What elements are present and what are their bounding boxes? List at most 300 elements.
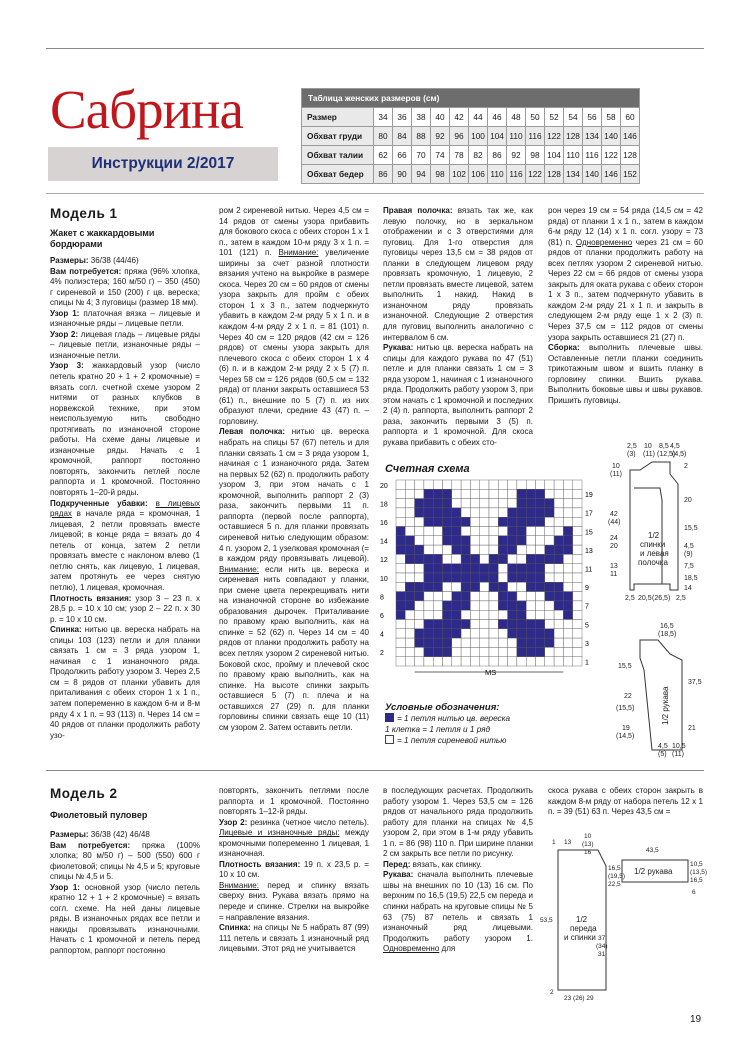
size-cell: 34 bbox=[374, 108, 393, 127]
chart-cell bbox=[415, 545, 424, 554]
chart-cell bbox=[443, 657, 452, 666]
size-cell: 104 bbox=[545, 146, 564, 165]
chart-cell bbox=[498, 657, 507, 666]
top-rule bbox=[46, 48, 704, 49]
chart-cell bbox=[563, 554, 572, 563]
size-cell: 116 bbox=[507, 165, 526, 184]
chart-cell bbox=[433, 582, 442, 591]
model1-col2 bbox=[219, 206, 369, 733]
chart-cell bbox=[443, 508, 452, 517]
chart-cell bbox=[563, 610, 572, 619]
chart-cell bbox=[498, 517, 507, 526]
chart-row-label: 3 bbox=[585, 640, 589, 648]
chart-cell bbox=[443, 499, 452, 508]
dim-text: 16 bbox=[584, 849, 592, 856]
size-cell: 74 bbox=[431, 146, 450, 165]
size-cell: 94 bbox=[412, 165, 431, 184]
chart-cell bbox=[433, 573, 442, 582]
chart-cell bbox=[554, 582, 563, 591]
chart-cell bbox=[536, 638, 545, 647]
chart-cell bbox=[443, 489, 452, 498]
paragraph: Вам потребуется: пряжа (96% хлопка, 4% полиэстера; 160 м/50 г) – 350 (450) г сиреневой и 150 (200) г цв. вереска; спицы № 4; 3 пуговицы (размер 18 мм). bbox=[50, 266, 200, 308]
paragraph: Левая полочка: нитью цв. вереска набрать на спицы 57 (67) петель и для планки связать 1 см = 3 ряда узором 1, начиная с 1 изнаночного ряда. Затем на первых 52 (62) п. продолжить работу узором 3, при этом начать с 1 кромочной, выполнить раппорт 2 (3) раза, закончить первыми 11 п. раппорта (первой после раппорта), оставшиеся 5 п. для планки провязать сиреневой нитью следующим образом: 4 п. узором 2, 1 узелковая кромочная (= в каждом ряду провязывать лицевой). Внимание: если нить цв. вереска и сиреневая нить совпадают у планки, при смене цвета перекрещивать нити на изнаночной стороне во избежание образования дырочек. Приталивание по правому краю выполнить, как на спинке = 52 (62) п. Через 14 см = 40 рядов от планки продолжить работу на всех петлях узором 2 сиреневой нитью. Боковой скос, пройму и плечевой скос по правому краю выполнить, как на спинке. На высоте спинки закрыть оставшиеся 5 (7) п. плеча и на оставшихся 27 (29) п. для планки горловины спинки связать еще 10 (11) см узором 2. Затем оставить петли. bbox=[219, 427, 369, 732]
chart-cell bbox=[489, 564, 498, 573]
size-cell: 46 bbox=[488, 108, 507, 127]
size-cell: 88 bbox=[412, 127, 431, 146]
chart-cell bbox=[545, 480, 554, 489]
chart-cell bbox=[461, 508, 470, 517]
chart-cell bbox=[554, 564, 563, 573]
chart-cell bbox=[517, 647, 526, 656]
chart-cell bbox=[517, 657, 526, 666]
chart-cell bbox=[415, 620, 424, 629]
chart-cell bbox=[452, 554, 461, 563]
chart-cell bbox=[396, 545, 405, 554]
chart-cell bbox=[536, 527, 545, 536]
size-cell: 116 bbox=[526, 127, 545, 146]
chart-cell bbox=[415, 499, 424, 508]
size-cell: 48 bbox=[507, 108, 526, 127]
chart-cell bbox=[443, 480, 452, 489]
piece-label: 1/2 bbox=[648, 531, 660, 540]
chart-cell bbox=[480, 629, 489, 638]
chart-cell bbox=[526, 564, 535, 573]
chart-cell bbox=[433, 620, 442, 629]
dim-text: 22,5 bbox=[608, 881, 621, 888]
chart-cell bbox=[424, 527, 433, 536]
paragraph: Перед: вязать, как спинку. bbox=[383, 859, 482, 869]
chart-cell bbox=[461, 527, 470, 536]
chart-cell bbox=[508, 620, 517, 629]
chart-cell bbox=[443, 629, 452, 638]
chart-cell bbox=[498, 527, 507, 536]
chart-cell bbox=[415, 508, 424, 517]
chart-cell bbox=[452, 601, 461, 610]
chart-cell bbox=[526, 647, 535, 656]
legend-text: = 1 петля нитью цв. вереска bbox=[397, 714, 511, 723]
chart-cell bbox=[554, 573, 563, 582]
chart-cell bbox=[545, 620, 554, 629]
chart-cell bbox=[470, 545, 479, 554]
piece-label: и спинки bbox=[564, 933, 596, 942]
chart-cell bbox=[415, 657, 424, 666]
size-cell: 122 bbox=[526, 165, 545, 184]
chart-cell bbox=[517, 564, 526, 573]
chart-cell bbox=[489, 545, 498, 554]
chart-cell bbox=[526, 629, 535, 638]
chart-cell bbox=[405, 610, 414, 619]
chart-cell bbox=[480, 480, 489, 489]
chart-cell bbox=[526, 657, 535, 666]
chart-row-label: 19 bbox=[585, 492, 593, 500]
chart-cell bbox=[517, 489, 526, 498]
chart-cell bbox=[489, 554, 498, 563]
size-cell: 82 bbox=[469, 146, 488, 165]
chart-cell bbox=[433, 545, 442, 554]
size-cell: 86 bbox=[374, 165, 393, 184]
chart-cell bbox=[517, 610, 526, 619]
chart-cell bbox=[470, 638, 479, 647]
size-row-label: Размер bbox=[302, 108, 374, 127]
chart-cell bbox=[526, 527, 535, 536]
chart-cell bbox=[517, 480, 526, 489]
chart-cell bbox=[573, 545, 582, 554]
chart-cell bbox=[545, 517, 554, 526]
chart-cell bbox=[452, 620, 461, 629]
dim-text: 43,5 bbox=[646, 847, 659, 854]
chart-cell bbox=[554, 517, 563, 526]
chart-cell bbox=[536, 536, 545, 545]
chart-cell bbox=[461, 545, 470, 554]
chart-cell bbox=[517, 554, 526, 563]
chart-cell bbox=[480, 638, 489, 647]
chart-cell bbox=[563, 573, 572, 582]
chart-cell bbox=[508, 610, 517, 619]
back-outline bbox=[630, 462, 678, 590]
dim-text: 20 bbox=[610, 543, 618, 550]
chart-mark-label: MS bbox=[485, 668, 497, 677]
size-cell: 110 bbox=[564, 146, 583, 165]
chart-cell bbox=[517, 601, 526, 610]
dim-text: 2,5 bbox=[627, 443, 637, 450]
chart-cell bbox=[452, 610, 461, 619]
model2-col2 bbox=[219, 786, 369, 955]
dim-text: 16,5 bbox=[690, 877, 703, 884]
chart-cell bbox=[470, 629, 479, 638]
chart-cell bbox=[405, 582, 414, 591]
chart-cell bbox=[415, 638, 424, 647]
size-cell: 128 bbox=[545, 165, 564, 184]
paragraph: Рукава: нитью цв. вереска набрать на спицы для каждого рукава по 47 (51) петле и для планки связать 1 см = 3 ряда узором 1, начиная с 1 изнаночного ряда. Продолжить работу узором 3, при этом начать с 1 кромочной и последних 2 (4) п. раппорта, выполнить раппорт 2 раза, закончить первыми 3 (5) п. раппорта и 1 кромочной. Для скоса рукава прибавить с обеих сто- bbox=[383, 343, 534, 448]
schematic-pullover bbox=[538, 830, 708, 1002]
dim-text: 16,5 bbox=[660, 623, 674, 630]
section-rule bbox=[46, 770, 704, 771]
chart-cell bbox=[396, 582, 405, 591]
dim-text: 13 bbox=[610, 563, 618, 570]
chart-cell bbox=[517, 536, 526, 545]
chart-cell bbox=[433, 610, 442, 619]
chart-cell bbox=[452, 536, 461, 545]
chart-cell bbox=[554, 647, 563, 656]
chart-cell bbox=[536, 629, 545, 638]
dim-text: (15,5) bbox=[616, 705, 635, 712]
dim-text: 18,5 bbox=[684, 575, 698, 582]
chart-cell bbox=[396, 480, 405, 489]
model2-col3 bbox=[383, 786, 533, 955]
chart-cell bbox=[517, 527, 526, 536]
chart-cell bbox=[480, 489, 489, 498]
size-cell: 84 bbox=[393, 127, 412, 146]
chart-row-label: 8 bbox=[380, 594, 384, 602]
legend-text: = 1 петля сиреневой нитью bbox=[397, 736, 507, 745]
size-cell: 98 bbox=[526, 146, 545, 165]
dim-text: (19,5) bbox=[608, 873, 625, 880]
chart-row-label: 13 bbox=[585, 547, 593, 555]
chart-cell bbox=[396, 527, 405, 536]
chart-cell bbox=[498, 638, 507, 647]
chart-cell bbox=[415, 647, 424, 656]
chart-cell bbox=[536, 499, 545, 508]
paragraph: Плотность вязания: 19 п. x 23,5 р. = 10 x 10 см. bbox=[219, 859, 369, 880]
legend-title: Условные обозначения: bbox=[385, 702, 500, 713]
chart-cell bbox=[433, 554, 442, 563]
chart-cell bbox=[424, 536, 433, 545]
chart-cell bbox=[508, 601, 517, 610]
chart-cell bbox=[405, 638, 414, 647]
chart-cell bbox=[526, 536, 535, 545]
size-cell: 90 bbox=[393, 165, 412, 184]
size-cell: 110 bbox=[488, 165, 507, 184]
chart-cell bbox=[480, 517, 489, 526]
dim-text: (5) bbox=[658, 751, 667, 758]
dim-text: 6 bbox=[692, 889, 696, 896]
chart-cell bbox=[508, 480, 517, 489]
chart-cell bbox=[461, 657, 470, 666]
chart-cell bbox=[480, 610, 489, 619]
chart-row-label: 10 bbox=[380, 575, 388, 583]
chart-cell bbox=[526, 573, 535, 582]
chart-cell bbox=[573, 564, 582, 573]
chart-cell bbox=[498, 592, 507, 601]
size-cell: 104 bbox=[488, 127, 507, 146]
chart-cell bbox=[405, 536, 414, 545]
chart-cell bbox=[489, 480, 498, 489]
chart-cell bbox=[405, 647, 414, 656]
chart-cell bbox=[461, 489, 470, 498]
size-table bbox=[301, 88, 640, 184]
chart-cell bbox=[480, 527, 489, 536]
dim-text: (11) bbox=[643, 451, 655, 458]
chart-cell bbox=[573, 610, 582, 619]
chart-cell bbox=[424, 582, 433, 591]
size-row-label: Обхват талии bbox=[302, 146, 374, 165]
chart-cell bbox=[498, 508, 507, 517]
model1-title: Модель 1 bbox=[50, 206, 118, 221]
dim-text: 8,5 bbox=[659, 443, 669, 450]
chart-cell bbox=[480, 545, 489, 554]
chart-cell bbox=[498, 536, 507, 545]
chart-row-label: 1 bbox=[585, 659, 589, 667]
chart-cell bbox=[545, 592, 554, 601]
chart-cell bbox=[415, 480, 424, 489]
dim-text: 13 bbox=[564, 839, 572, 846]
chart-cell bbox=[573, 554, 582, 563]
dim-text: 37 bbox=[598, 935, 606, 942]
chart-cell bbox=[573, 657, 582, 666]
paragraph: рон через 19 см = 54 ряда (14,5 см = 42 ряда) от планки 1 x 1 п., затем в каждом 6-м ряду 12 (14) x 1 п. согл. узору = 73 (81) п. Одновременно через 21 см = 60 рядов от планки продолжить работу на всех петлях узором 2 сиреневой нитью. Через 22 см = 66 рядов от смены узора закрыть для оката рукава с обеих сторон 1 x 3 п., затем подчеркнуто убавить в каждом 2-м ряду 21 x 1 п. и закрыть в следующем 2-м ряду еще 1 x 2 (3) п. Через 37,5 см = 112 рядов от смены узора закрыть оставшиеся 21 (27) п. bbox=[548, 206, 703, 342]
chart-cell bbox=[452, 545, 461, 554]
chart-cell bbox=[470, 527, 479, 536]
chart-cell bbox=[498, 573, 507, 582]
paragraph: Спинка: на спицы № 5 набрать 87 (99) 111 петель и связать 1 изнаночный ряд лицевыми. Этот ряд не учитывается bbox=[219, 923, 369, 954]
size-cell: 56 bbox=[583, 108, 602, 127]
dim-text: 53,5 bbox=[540, 917, 553, 924]
chart-cell bbox=[563, 657, 572, 666]
chart-cell bbox=[396, 489, 405, 498]
dim-text: 16,5 bbox=[608, 865, 621, 872]
chart-cell bbox=[433, 517, 442, 526]
chart-cell bbox=[396, 564, 405, 573]
chart-cell bbox=[573, 601, 582, 610]
chart-cell bbox=[415, 517, 424, 526]
chart-cell bbox=[480, 536, 489, 545]
chart-cell bbox=[489, 527, 498, 536]
paragraph: Подкрученные убавки: в лицевых рядах в начале ряда = кромочная, 1 лицевая, 2 петли провязать вместе лицевой; в конце ряда = вязать до 4 петель от конца, затем 2 петли провязать вместе с наклоном влево (1 петлю снять, как лицевую, 1 лицевая, затем протянуть ее через снятую петлю), 1 лицевая, кромочная. bbox=[50, 498, 200, 592]
size-cell: 36 bbox=[393, 108, 412, 127]
chart-cell bbox=[489, 647, 498, 656]
paragraph: Узор 3: жаккардовый узор (число петель кратно 20 + 1 + 2 кромочные) = вязать согл. счетной схеме узором 2 нитями от разных клубков в норвежской технике, при этом неиспользуемую нить свободно протягивать по изнаночной стороне работы. На схеме даны лицевые и изнаночные ряды. Начать с 1 кромочной, раппорт постоянно повторять, закончить петлей после раппорта и 1 кромочной. Постоянно повторять 1–20-й ряды. bbox=[50, 361, 200, 498]
chart-cell bbox=[536, 592, 545, 601]
chart-cell bbox=[498, 647, 507, 656]
chart-row-label: 6 bbox=[380, 613, 384, 620]
chart-cell bbox=[498, 620, 507, 629]
chart-cell bbox=[554, 536, 563, 545]
legend-text: 1 клетка = 1 петля и 1 ряд bbox=[385, 725, 491, 734]
chart-cell bbox=[443, 517, 452, 526]
size-cell: 58 bbox=[602, 108, 621, 127]
chart-cell bbox=[545, 582, 554, 591]
chart-cell bbox=[452, 489, 461, 498]
chart-cell bbox=[452, 573, 461, 582]
swatch-icon bbox=[385, 735, 394, 744]
dim-text: 20,5 bbox=[638, 595, 652, 602]
chart-cell bbox=[573, 638, 582, 647]
chart-cell bbox=[508, 508, 517, 517]
chart-cell bbox=[545, 527, 554, 536]
size-table-title-row bbox=[302, 89, 640, 108]
chart-cell bbox=[545, 573, 554, 582]
chart-cell bbox=[461, 554, 470, 563]
chart-cell bbox=[573, 620, 582, 629]
chart-cell bbox=[480, 582, 489, 591]
chart-cell bbox=[461, 610, 470, 619]
chart-cell bbox=[536, 545, 545, 554]
chart-cell bbox=[452, 564, 461, 573]
chart-cell bbox=[508, 554, 517, 563]
paragraph: Размеры: 36/38 (44/46) bbox=[50, 256, 139, 265]
piece-label: спинки bbox=[640, 540, 666, 549]
paragraph: скоса рукава с обеих сторон закрыть в каждом 8-м ряду от набора петель 12 x 1 п. = 39 (51) 63 п. Через 43,5 см = bbox=[548, 786, 703, 817]
chart-cell bbox=[452, 527, 461, 536]
chart-cell bbox=[554, 601, 563, 610]
dim-text: (12,5) bbox=[657, 451, 676, 458]
chart-cell bbox=[424, 545, 433, 554]
dim-text: (34) bbox=[596, 943, 608, 950]
chart-cell bbox=[396, 536, 405, 545]
chart-cell bbox=[461, 592, 470, 601]
legend-item-heather bbox=[385, 713, 555, 724]
chart-cell bbox=[452, 517, 461, 526]
paragraph: Сборка: выполнить плечевые швы. Оставленные петли планки соединить трикотажным швом и вшить планку в горловину спинки. Вшить рукава. Выполнить боковые швы и швы рукавов. Пришить пуговицы. bbox=[548, 343, 703, 405]
chart-cell bbox=[526, 601, 535, 610]
chart-cell bbox=[461, 582, 470, 591]
chart-cell bbox=[452, 629, 461, 638]
chart-cell bbox=[554, 489, 563, 498]
dim-text: 14 bbox=[684, 585, 692, 592]
chart-cell bbox=[508, 647, 517, 656]
chart-cell bbox=[554, 480, 563, 489]
chart-cell bbox=[480, 601, 489, 610]
chart-cell bbox=[452, 480, 461, 489]
chart-title: Счетная схема bbox=[385, 463, 470, 475]
chart-cell bbox=[573, 527, 582, 536]
chart-cell bbox=[424, 647, 433, 656]
schematic-back bbox=[600, 440, 710, 760]
chart-cell bbox=[563, 582, 572, 591]
chart-cell bbox=[545, 536, 554, 545]
chart-cell bbox=[470, 620, 479, 629]
chart-cell bbox=[489, 582, 498, 591]
chart-cell bbox=[554, 638, 563, 647]
dim-text: 10,5 bbox=[672, 743, 686, 750]
chart-row-label: 5 bbox=[585, 622, 589, 630]
chart-cell bbox=[470, 554, 479, 563]
chart-cell bbox=[573, 499, 582, 508]
chart-cell bbox=[489, 499, 498, 508]
size-cell: 152 bbox=[621, 165, 640, 184]
chart-cell bbox=[573, 582, 582, 591]
chart-cell bbox=[563, 480, 572, 489]
size-cell: 96 bbox=[450, 127, 469, 146]
chart-row-label: 11 bbox=[585, 566, 593, 574]
chart-cell bbox=[526, 489, 535, 498]
size-row-label: Обхват груди bbox=[302, 127, 374, 146]
chart-cell bbox=[554, 499, 563, 508]
chart-cell bbox=[526, 582, 535, 591]
size-table-row bbox=[302, 127, 640, 146]
chart-cell bbox=[563, 592, 572, 601]
size-cell: 128 bbox=[564, 127, 583, 146]
chart-cell bbox=[443, 527, 452, 536]
chart-cell bbox=[563, 527, 572, 536]
size-cell: 92 bbox=[507, 146, 526, 165]
chart-cell bbox=[489, 657, 498, 666]
size-cell: 60 bbox=[621, 108, 640, 127]
header-rule bbox=[46, 193, 704, 194]
paragraph: ром 2 сиреневой нитью. Через 4,5 см = 14 рядов от смены узора прибавить для бокового скоса с обеих сторон 1 x 1 п., затем в каждом 10-м ряду 3 x 1 п. = 101 (121) п. Внимание: увеличение ширины за счет разной плотности вязания учтено на выкройке в размере скоса. Через 20 см = 60 рядов от смены узора закрыть для пройм с обеих сторон 1 x 3 п., затем подчеркнуто убавить в каждом 2-м ряду 5 x 1 п. и в каждом 4-м ряду 2 x 1 п. = 81 (101) п. Через 40 см = 120 рядов (42 см = 126 рядов) от смены узора закрыть для плечевого скоса с обеих сторон 1 x 4 (6) п. и в каждом 2-м ряду 2 x 5 (7) п. Через 58 см = 126 рядов (60,5 см = 132 ряда) от планки закрыть оставшиеся 53 (61) п., внешние по 5 (7) п. из них образуют плечи, средние 43 (47) п. – горловину. bbox=[219, 206, 369, 426]
chart-cell bbox=[470, 647, 479, 656]
dim-text: 1 bbox=[552, 839, 556, 846]
dim-text: 10 bbox=[644, 443, 652, 450]
chart-row-label: 14 bbox=[380, 538, 388, 546]
chart-cell bbox=[489, 573, 498, 582]
chart-cell bbox=[545, 657, 554, 666]
dim-text: 11 bbox=[610, 571, 618, 578]
chart-cell bbox=[470, 573, 479, 582]
chart-cell bbox=[498, 601, 507, 610]
chart-cell bbox=[563, 508, 572, 517]
model1-col4 bbox=[548, 206, 703, 406]
chart-cell bbox=[470, 480, 479, 489]
chart-cell bbox=[424, 489, 433, 498]
chart-cell bbox=[563, 517, 572, 526]
chart-cell bbox=[563, 489, 572, 498]
dim-text: 10 bbox=[584, 833, 592, 840]
chart-cell bbox=[545, 629, 554, 638]
chart-cell bbox=[563, 536, 572, 545]
chart-cell bbox=[405, 480, 414, 489]
size-cell: 44 bbox=[469, 108, 488, 127]
dim-text: (9) bbox=[684, 551, 693, 558]
paragraph: Внимание: перед и спинку вязать сверху вниз. Рукава вязать прямо на переде и спинке. Стрелки на выкройке = направление вязания. bbox=[219, 880, 369, 922]
chart-cell bbox=[489, 536, 498, 545]
dim-text: (18,5) bbox=[658, 631, 677, 638]
chart-cell bbox=[554, 508, 563, 517]
chart-cell bbox=[573, 573, 582, 582]
chart-cell bbox=[396, 499, 405, 508]
chart-cell bbox=[554, 554, 563, 563]
size-cell: 146 bbox=[602, 165, 621, 184]
